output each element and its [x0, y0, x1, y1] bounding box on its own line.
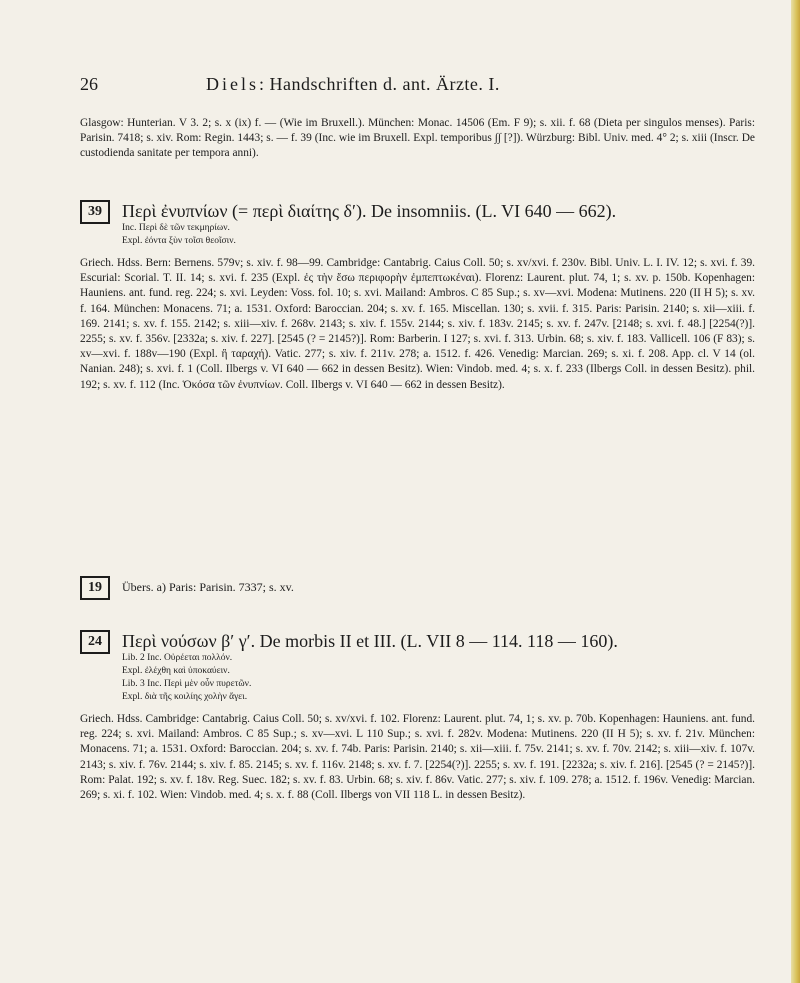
explicit-line: Expl. ἐόντα ξὺν τοῖσι θεοῖσιν.: [122, 236, 236, 246]
page-number: 26: [80, 74, 98, 94]
translation-line: Übers. a) Paris: Parisin. 7337; s. xv.: [122, 580, 294, 594]
running-head: [80, 74, 755, 98]
running-title-rest: : Handschriften d. ant. Ärzte. I.: [259, 74, 500, 94]
entry-number-box: 39: [80, 200, 110, 224]
manuscript-list: Griech. Hdss. Bern: Bernens. 579v; s. xiv. f. 98—99. Cambridge: Cantabrig. Caius Coll. 50; s. xv/xvi. f. 230v. Bibl. Univ. L. I. IV. 12; s. xvi. f. 39. Escurial: Scorial. T. II. 14; s. xvi. f. 235 (Expl. ἐς τὴν ἔσω περιφορὴν ἐμπεπτωκέναι). Florenz: Laurent. plut. 74, 1; s. xv. p. 150b. Kopenhagen: Hauniens. ant. fund. reg. 224; s. xvi. Leyden: Voss. fol. 10; s. xvi. Mailand: Ambros. C 85 Sup.; s. xv—xvi. Modena: Mutinens. 220 (II H 5); s. xv. f. 164. München: Monacens. 71; a. 1531. Oxford: Baroccian. 204; s. xv. f. 165. Miscellan. 130; s. xvii. f. 315. Paris: Parisin. 2140; s. xii—xiii. f. 169. 2141; s. xv. f. 155. 2142; s. xiii—xiv. f. 268v. 2143; s. xiv. f. 155v. 2144; s. xiv. f. 183v. 2145; s. xv. f. 247v. [2148; s. xvi. f. 48.] [2254(?)]. 2255; s. xv. f. 356v. [2332a; s. xiv. f. 227]. [2545 (? = 2145?)]. Rom: Barberin. I 127; s. xvi. f. 313. Urbin. 68; s. xiv. f. 183. Vallicell. 106 (F 83); s. xv—xvi. f. 188v—190 (Expl. ἢ ταραχή). Vatic. 277; s. xiv. f. 211v. 278; a. 1512. f. 426. Venedig: Marcian. 269; s. xi. f. 208. App. cl. V 14 (ol. Nanian. 248); s. xvi. f. 1 (Coll. Ilbergs v. VI 640 — 662 in dessen Besitz). Wien: Vindob. med. 4; s. x. f. 233 (Ilbergs Coll. in dessen Besitz). phil. 192; s. xv. f. 112 (Inc. Ὁκόσα τῶν ἐνυπνίων. Coll. Ilbergs v. VI 640 — 662 in dessen Besitz).: [80, 257, 755, 391]
entry-title: Περὶ νούσων β′ γ′. De morbis II et III. (L. VII 8 — 114. 118 — 160).: [122, 631, 618, 651]
entry-number-box: 19: [80, 576, 110, 600]
running-title-author: Diels: [206, 74, 259, 94]
entry-24: [80, 630, 755, 803]
incipit-line: Inc. Περὶ δὲ τῶν τεκμηρίων.: [122, 223, 230, 233]
running-title: [206, 74, 500, 95]
entry-19: [80, 576, 755, 598]
entry-39: [80, 200, 755, 393]
lib3-explicit: Expl. διὰ τῆς κοιλίης χολὴν ἄγει.: [122, 692, 248, 702]
entry-24-heading: [80, 630, 755, 652]
intro-block: [80, 116, 755, 162]
lib2-incipit: Lib. 2 Inc. Οὐρέεται πολλόν.: [122, 653, 233, 663]
intro-paragraph: Glasgow: Hunterian. V 3. 2; s. x (ix) f. — (Wie im Bruxell.). München: Monac. 14506 (Em. F 9); s. xii. f. 68 (Dieta per singulos menses). Paris: Parisin. 7418; s. xiv. Rom: Regin. 1443; s. — f. 39 (Inc. wie im Bruxell. Expl. temporibus ∫∫ [?]). Würzburg: Bibl. Univ. med. 4° 2; s. xiii (Inscr. De custodienda sanitate per tempora anni).: [80, 117, 755, 160]
entry-number-box: 24: [80, 630, 110, 654]
lib2-explicit: Expl. ἐλέχθη καὶ ὑποκαύειν.: [122, 666, 230, 676]
entry-19-heading: [80, 576, 755, 598]
entry-39-heading: [80, 200, 755, 222]
entry-title: Περὶ ἐνυπνίων (= περὶ διαίτης δ′). De insomniis. (L. VI 640 — 662).: [122, 201, 617, 221]
lib3-incipit: Lib. 3 Inc. Περὶ μὲν οὖν πυρετῶν.: [122, 679, 252, 689]
manuscript-list: Griech. Hdss. Cambridge: Cantabrig. Caius Coll. 50; s. xv/xvi. f. 102. Florenz: Laurent. plut. 74, 1; s. xv. p. 70b. Kopenhagen: Hauniens. ant. fund. reg. 224; s. xvi. Mailand: Ambros. C 85 Sup.; s. xv—xvi. L 110 Sup.; s. xvi. f. 282v. Modena: Mutinens. 220 (II H 5); s. xv. f. 21v. München: Monacens. 71; a. 1531. Oxford: Baroccian. 204; s. xv. f. 74b. Paris: Parisin. 2140; s. xii—xiii. f. 75v. 2141; s. xv. f. 70v. 2142; s. xiii—xiv. f. 107v. 2143; s. xiv. f. 76v. 2144; s. xiv. f. 85. 2145; s. xv. f. 116v. 2148; s. xv. f. 7. [2254(?)]. 2255; s. xv. f. 191. [2232a; s. xiv. f. 216]. [2545 (? = 2145?)]. Rom: Palat. 192; s. xv. f. 18v. Reg. Suec. 182; s. xv. f. 83. Urbin. 68; s. xiv. f. 86v. Vatic. 277; s. xiv. f. 109. 278; a. 1512. f. 196v. Venedig: Marcian. 269; s. xi. f. 102. Wien: Vindob. med. 4; s. x. f. 88 (Coll. Ilbergs von VII 118 L. in dessen Besitz).: [80, 713, 755, 802]
book-spine-edge: [791, 0, 800, 983]
